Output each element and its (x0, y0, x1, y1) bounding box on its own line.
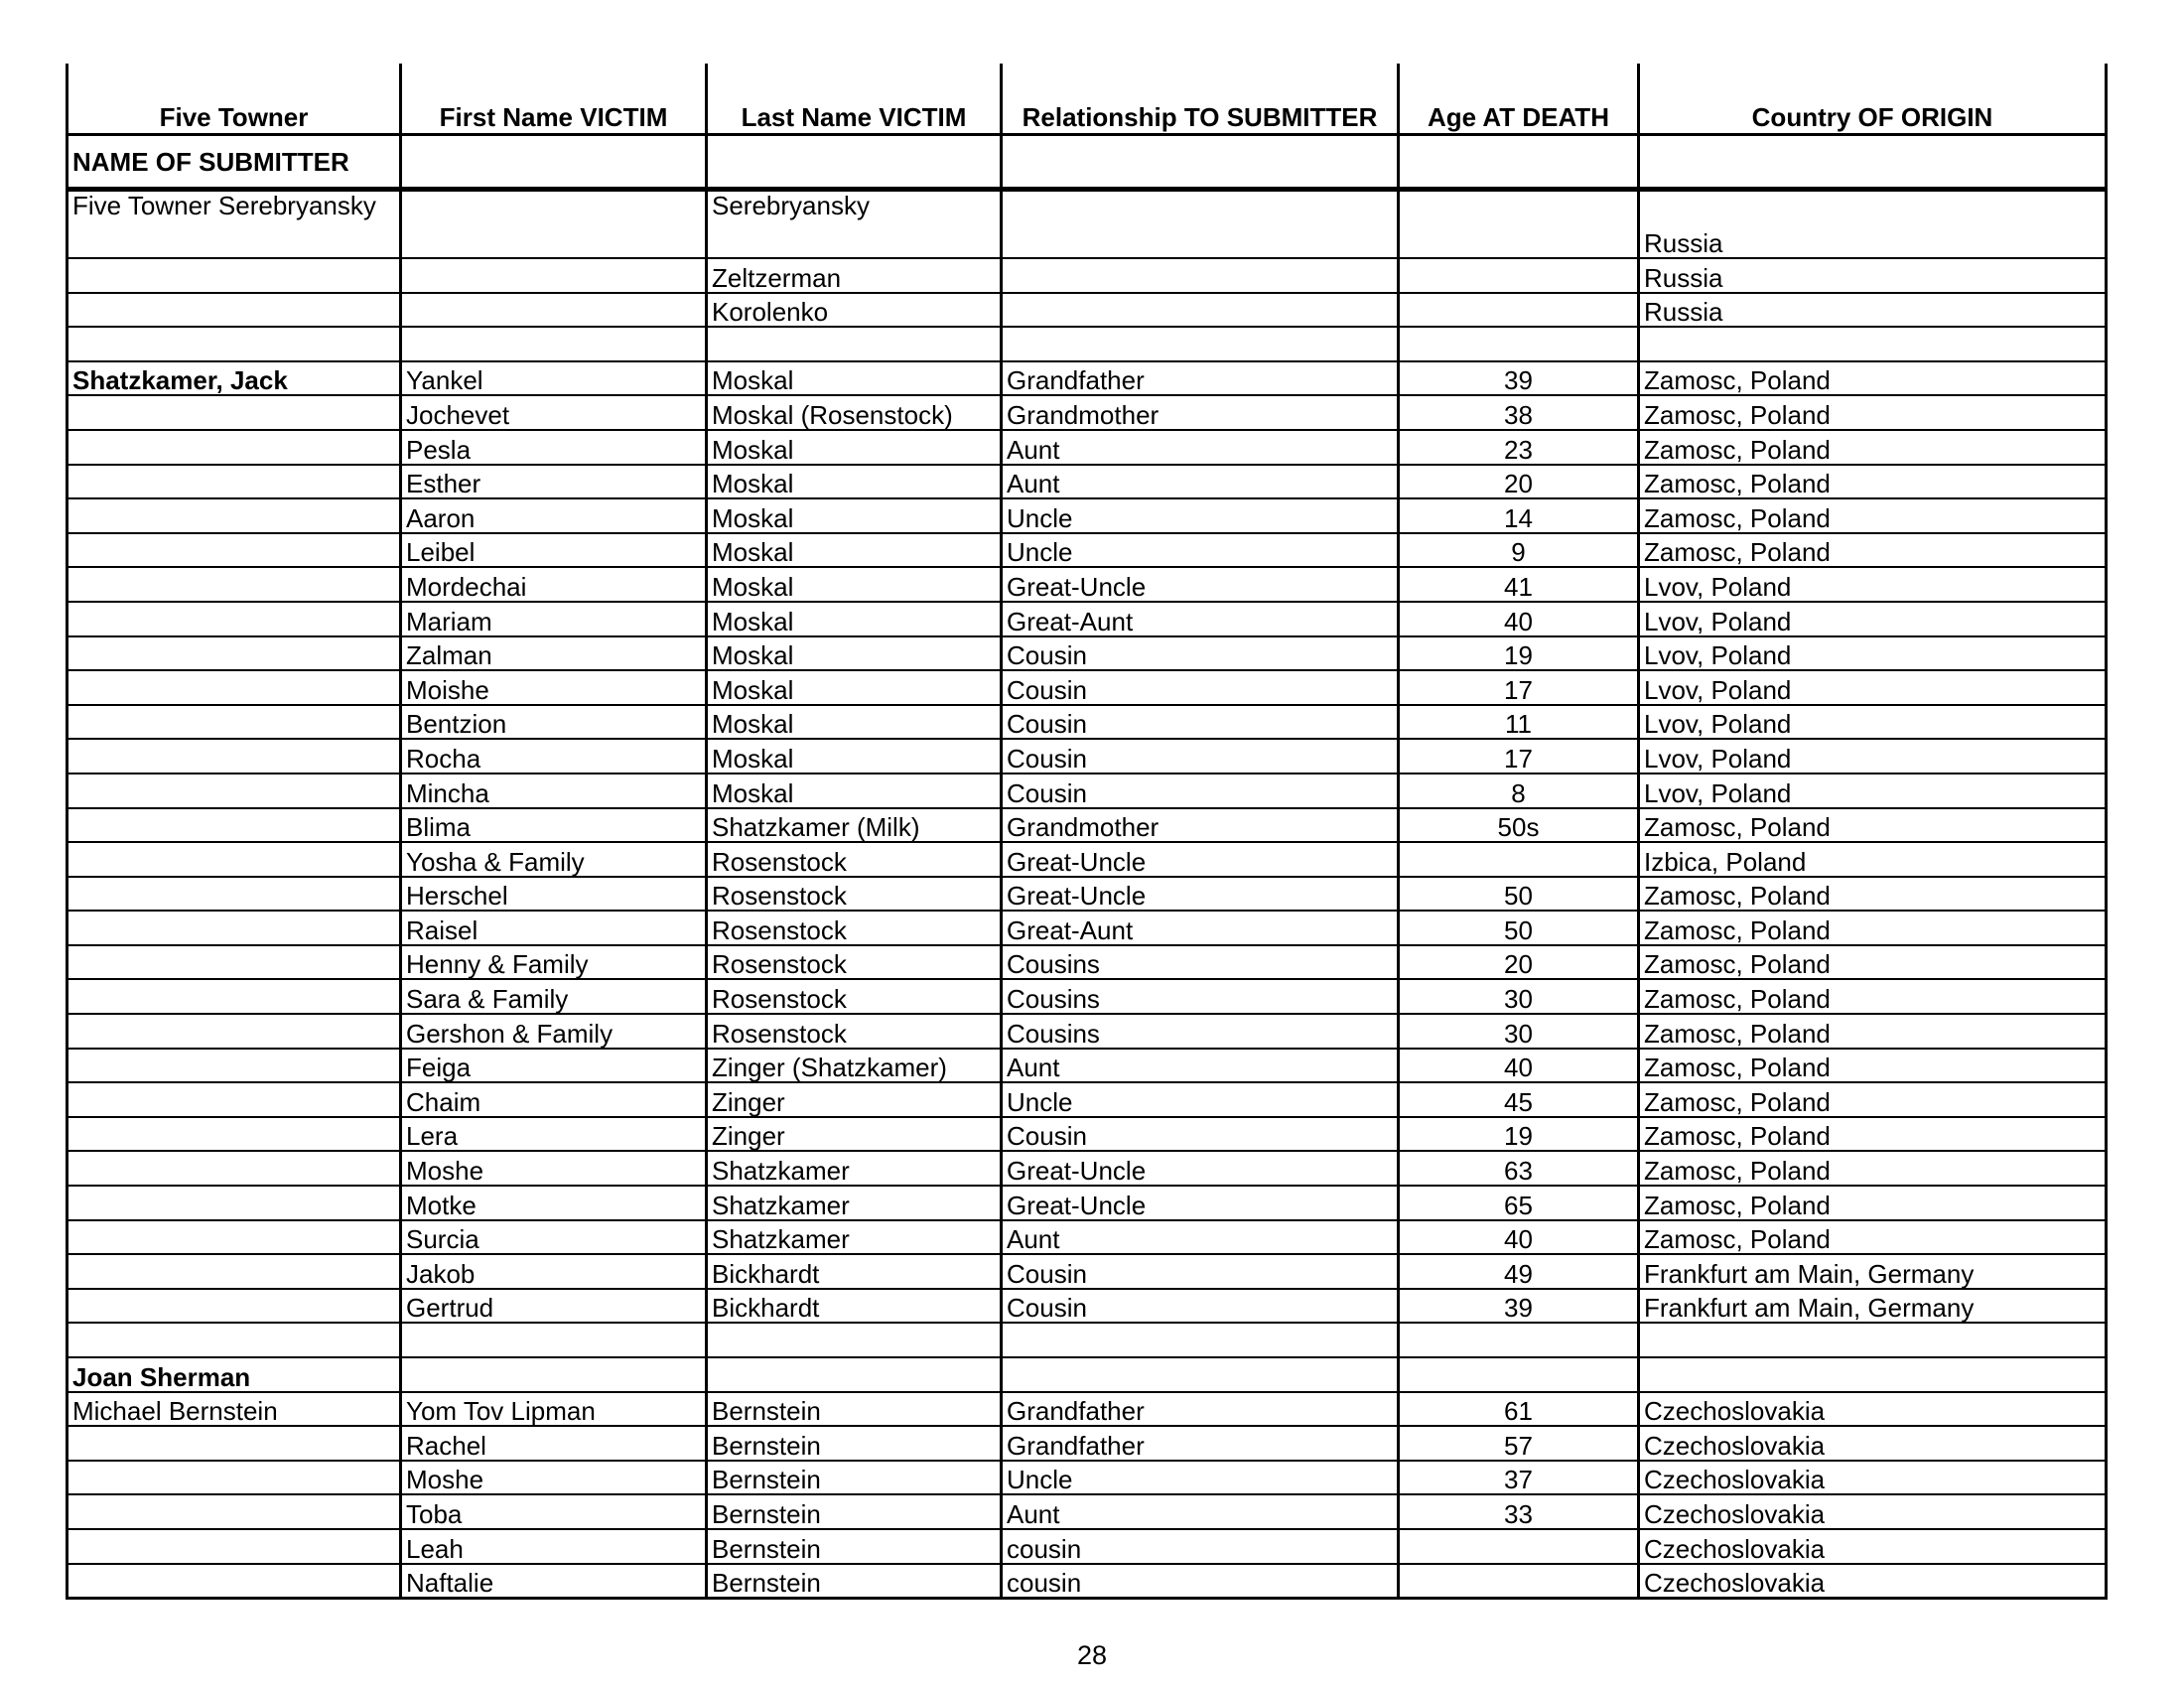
table-row (68, 430, 2107, 465)
table-row (68, 1529, 2107, 1564)
country-cell: Frankfurt am Main, Germany (1639, 1289, 2107, 1324)
table-row (68, 1357, 2107, 1392)
column-header-row (68, 64, 2107, 135)
last-name-cell (707, 1357, 1002, 1392)
relationship-cell: Uncle (1002, 1461, 1399, 1495)
table-body (68, 190, 2107, 1599)
header-five-towner: Five Towner (68, 64, 401, 135)
last-name-cell: Bickhardt (707, 1254, 1002, 1289)
table-row (68, 1426, 2107, 1461)
first-name-cell: Esther (401, 465, 707, 499)
relationship-cell: Cousin (1002, 1117, 1399, 1152)
country-cell: Zamosc, Poland (1639, 1117, 2107, 1152)
relationship-cell: Cousin (1002, 636, 1399, 671)
last-name-cell: Zinger (707, 1082, 1002, 1117)
relationship-cell: Grandfather (1002, 1392, 1399, 1427)
relationship-cell: Cousin (1002, 1254, 1399, 1289)
age-cell: 50s (1399, 808, 1639, 843)
submitter-cell (68, 911, 401, 945)
last-name-cell: Rosenstock (707, 979, 1002, 1014)
submitter-cell (68, 1564, 401, 1599)
first-name-cell: Lera (401, 1117, 707, 1152)
relationship-cell: Cousin (1002, 774, 1399, 808)
country-cell: Zamosc, Poland (1639, 979, 2107, 1014)
submitter-cell (68, 258, 401, 293)
header-relationship: Relationship TO SUBMITTER (1002, 64, 1399, 135)
first-name-cell (401, 1323, 707, 1357)
country-cell: Zamosc, Poland (1639, 808, 2107, 843)
table-row (68, 877, 2107, 912)
table-row (68, 361, 2107, 396)
relationship-cell: cousin (1002, 1564, 1399, 1599)
age-cell: 39 (1399, 1289, 1639, 1324)
age-cell (1399, 293, 1639, 328)
submitter-cell (68, 567, 401, 602)
age-cell: 41 (1399, 567, 1639, 602)
relationship-cell: Aunt (1002, 430, 1399, 465)
table-row (68, 774, 2107, 808)
age-cell (1399, 1323, 1639, 1357)
table-row (68, 327, 2107, 361)
relationship-cell (1002, 1323, 1399, 1357)
age-cell: 50 (1399, 911, 1639, 945)
country-cell: Zamosc, Poland (1639, 1151, 2107, 1186)
relationship-cell (1002, 293, 1399, 328)
relationship-cell: Grandmother (1002, 808, 1399, 843)
relationship-cell: Cousins (1002, 979, 1399, 1014)
first-name-cell: Feiga (401, 1049, 707, 1083)
last-name-cell: Moskal (707, 465, 1002, 499)
last-name-cell: Zinger (Shatzkamer) (707, 1049, 1002, 1083)
table-row (68, 808, 2107, 843)
last-name-cell: Bernstein (707, 1426, 1002, 1461)
relationship-cell: Aunt (1002, 1220, 1399, 1255)
submitter-cell (68, 395, 401, 430)
relationship-cell: Aunt (1002, 1049, 1399, 1083)
submitter-cell (68, 877, 401, 912)
relationship-cell (1002, 190, 1399, 259)
table-row (68, 533, 2107, 568)
country-cell: Czechoslovakia (1639, 1564, 2107, 1599)
subheader-empty-cell (1002, 135, 1399, 190)
age-cell: 33 (1399, 1494, 1639, 1529)
table-row (68, 1117, 2107, 1152)
last-name-cell: Zinger (707, 1117, 1002, 1152)
header-last-name: Last Name VICTIM (707, 64, 1002, 135)
first-name-cell (401, 1357, 707, 1392)
country-cell: Czechoslovakia (1639, 1529, 2107, 1564)
submitter-cell: Shatzkamer, Jack (68, 361, 401, 396)
table-row (68, 1289, 2107, 1324)
age-cell (1399, 1529, 1639, 1564)
last-name-cell: Moskal (707, 361, 1002, 396)
header-country: Country OF ORIGIN (1639, 64, 2107, 135)
first-name-cell: Leah (401, 1529, 707, 1564)
country-cell: Zamosc, Poland (1639, 1014, 2107, 1049)
first-name-cell: Rocha (401, 739, 707, 774)
relationship-cell: Great-Uncle (1002, 1186, 1399, 1220)
submitter-cell (68, 1289, 401, 1324)
relationship-cell: Cousin (1002, 670, 1399, 705)
table-row (68, 1564, 2107, 1599)
victims-table (66, 64, 2108, 1600)
table-row (68, 1082, 2107, 1117)
table-row (68, 670, 2107, 705)
table-row (68, 1392, 2107, 1427)
last-name-cell: Rosenstock (707, 877, 1002, 912)
submitter-cell (68, 430, 401, 465)
country-cell: Lvov, Poland (1639, 602, 2107, 636)
age-cell: 20 (1399, 945, 1639, 980)
table-row (68, 1186, 2107, 1220)
first-name-cell: Naftalie (401, 1564, 707, 1599)
last-name-cell: Bernstein (707, 1564, 1002, 1599)
first-name-cell: Motke (401, 1186, 707, 1220)
subheader-empty-cell (1399, 135, 1639, 190)
first-name-cell: Leibel (401, 533, 707, 568)
country-cell: Czechoslovakia (1639, 1461, 2107, 1495)
age-cell: 50 (1399, 877, 1639, 912)
first-name-cell: Moshe (401, 1461, 707, 1495)
first-name-cell: Rachel (401, 1426, 707, 1461)
first-name-cell: Mordechai (401, 567, 707, 602)
last-name-cell: Moskal (707, 774, 1002, 808)
relationship-cell: Uncle (1002, 1082, 1399, 1117)
relationship-cell: Great-Aunt (1002, 911, 1399, 945)
age-cell: 61 (1399, 1392, 1639, 1427)
relationship-cell: Uncle (1002, 498, 1399, 533)
country-cell: Russia (1639, 293, 2107, 328)
submitter-cell (68, 1186, 401, 1220)
header-first-name: First Name VICTIM (401, 64, 707, 135)
relationship-cell: Cousins (1002, 1014, 1399, 1049)
country-cell: Czechoslovakia (1639, 1392, 2107, 1427)
country-cell: Lvov, Poland (1639, 739, 2107, 774)
country-cell: Zamosc, Poland (1639, 945, 2107, 980)
submitter-cell (68, 705, 401, 740)
country-cell: Zamosc, Poland (1639, 1049, 2107, 1083)
country-cell: Zamosc, Poland (1639, 533, 2107, 568)
last-name-cell: Moskal (707, 636, 1002, 671)
relationship-cell: Uncle (1002, 533, 1399, 568)
submitter-header-row (68, 135, 2107, 190)
country-cell: Lvov, Poland (1639, 774, 2107, 808)
submitter-cell (68, 808, 401, 843)
age-cell: 17 (1399, 670, 1639, 705)
age-cell: 38 (1399, 395, 1639, 430)
country-cell: Russia (1639, 190, 2107, 259)
table-row (68, 1049, 2107, 1083)
first-name-cell: Moshe (401, 1151, 707, 1186)
age-cell: 49 (1399, 1254, 1639, 1289)
table-row (68, 1494, 2107, 1529)
table-row (68, 842, 2107, 877)
submitter-cell (68, 1426, 401, 1461)
first-name-cell (401, 190, 707, 259)
country-cell: Czechoslovakia (1639, 1494, 2107, 1529)
age-cell (1399, 327, 1639, 361)
country-cell (1639, 327, 2107, 361)
submitter-cell (68, 670, 401, 705)
last-name-cell: Bickhardt (707, 1289, 1002, 1324)
age-cell: 8 (1399, 774, 1639, 808)
submitter-cell (68, 842, 401, 877)
subheader-empty-cell (1639, 135, 2107, 190)
submitter-cell (68, 945, 401, 980)
table-row (68, 1151, 2107, 1186)
relationship-cell: Grandfather (1002, 361, 1399, 396)
age-cell: 39 (1399, 361, 1639, 396)
first-name-cell: Surcia (401, 1220, 707, 1255)
last-name-cell: Rosenstock (707, 842, 1002, 877)
last-name-cell: Shatzkamer (Milk) (707, 808, 1002, 843)
age-cell: 11 (1399, 705, 1639, 740)
table-row (68, 1014, 2107, 1049)
country-cell: Lvov, Poland (1639, 636, 2107, 671)
age-cell (1399, 258, 1639, 293)
table-row (68, 602, 2107, 636)
submitter-cell (68, 465, 401, 499)
relationship-cell: cousin (1002, 1529, 1399, 1564)
table-row (68, 1323, 2107, 1357)
table-row (68, 498, 2107, 533)
submitter-cell (68, 533, 401, 568)
submitter-cell: Five Towner Serebryansky (68, 190, 401, 259)
last-name-cell: Moskal (707, 670, 1002, 705)
last-name-cell: Moskal (707, 705, 1002, 740)
age-cell (1399, 842, 1639, 877)
last-name-cell: Rosenstock (707, 911, 1002, 945)
first-name-cell: Blima (401, 808, 707, 843)
age-cell: 30 (1399, 1014, 1639, 1049)
country-cell: Lvov, Poland (1639, 705, 2107, 740)
submitter-cell (68, 1014, 401, 1049)
submitter-cell (68, 327, 401, 361)
country-cell: Zamosc, Poland (1639, 1220, 2107, 1255)
table-row (68, 1461, 2107, 1495)
page-number: 28 (1076, 1640, 1108, 1670)
age-cell: 57 (1399, 1426, 1639, 1461)
submitter-cell (68, 1323, 401, 1357)
submitter-cell (68, 979, 401, 1014)
country-cell: Zamosc, Poland (1639, 498, 2107, 533)
last-name-cell: Serebryansky (707, 190, 1002, 259)
submitter-cell (68, 1220, 401, 1255)
submitter-cell (68, 1461, 401, 1495)
last-name-cell: Zeltzerman (707, 258, 1002, 293)
country-cell: Izbica, Poland (1639, 842, 2107, 877)
first-name-cell: Gershon & Family (401, 1014, 707, 1049)
submitter-cell (68, 774, 401, 808)
first-name-cell: Henny & Family (401, 945, 707, 980)
submitter-cell (68, 293, 401, 328)
last-name-cell: Bernstein (707, 1494, 1002, 1529)
country-cell (1639, 1357, 2107, 1392)
table-row (68, 567, 2107, 602)
header-name-of-submitter: NAME OF SUBMITTER (68, 135, 401, 190)
table-row (68, 739, 2107, 774)
submitter-cell (68, 739, 401, 774)
country-cell: Lvov, Poland (1639, 670, 2107, 705)
last-name-cell: Korolenko (707, 293, 1002, 328)
country-cell: Zamosc, Poland (1639, 1082, 2107, 1117)
age-cell: 65 (1399, 1186, 1639, 1220)
submitter-cell: Michael Bernstein (68, 1392, 401, 1427)
first-name-cell: Raisel (401, 911, 707, 945)
table-row (68, 1254, 2107, 1289)
table-row (68, 705, 2107, 740)
age-cell (1399, 1564, 1639, 1599)
first-name-cell: Toba (401, 1494, 707, 1529)
relationship-cell: Grandfather (1002, 1426, 1399, 1461)
last-name-cell (707, 1323, 1002, 1357)
submitter-cell (68, 1117, 401, 1152)
country-cell: Frankfurt am Main, Germany (1639, 1254, 2107, 1289)
relationship-cell: Great-Uncle (1002, 877, 1399, 912)
table-row (68, 293, 2107, 328)
header-age: Age AT DEATH (1399, 64, 1639, 135)
last-name-cell: Moskal (Rosenstock) (707, 395, 1002, 430)
country-cell (1639, 1323, 2107, 1357)
first-name-cell (401, 293, 707, 328)
first-name-cell: Chaim (401, 1082, 707, 1117)
table-row (68, 945, 2107, 980)
last-name-cell: Shatzkamer (707, 1220, 1002, 1255)
submitter-cell (68, 602, 401, 636)
age-cell (1399, 1357, 1639, 1392)
age-cell: 30 (1399, 979, 1639, 1014)
country-cell: Zamosc, Poland (1639, 361, 2107, 396)
relationship-cell: Aunt (1002, 465, 1399, 499)
submitter-cell (68, 1151, 401, 1186)
last-name-cell (707, 327, 1002, 361)
last-name-cell: Moskal (707, 739, 1002, 774)
country-cell: Zamosc, Poland (1639, 911, 2107, 945)
last-name-cell: Shatzkamer (707, 1186, 1002, 1220)
first-name-cell: Yankel (401, 361, 707, 396)
country-cell: Zamosc, Poland (1639, 465, 2107, 499)
submitter-cell (68, 636, 401, 671)
relationship-cell (1002, 1357, 1399, 1392)
table-row (68, 911, 2107, 945)
country-cell: Zamosc, Poland (1639, 395, 2107, 430)
first-name-cell: Aaron (401, 498, 707, 533)
age-cell: 37 (1399, 1461, 1639, 1495)
last-name-cell: Moskal (707, 430, 1002, 465)
relationship-cell: Great-Uncle (1002, 842, 1399, 877)
table-row (68, 636, 2107, 671)
submitter-cell (68, 1494, 401, 1529)
last-name-cell: Rosenstock (707, 945, 1002, 980)
table-row (68, 979, 2107, 1014)
last-name-cell: Bernstein (707, 1392, 1002, 1427)
submitter-cell: Joan Sherman (68, 1357, 401, 1392)
subheader-empty-cell (707, 135, 1002, 190)
first-name-cell: Bentzion (401, 705, 707, 740)
first-name-cell: Jakob (401, 1254, 707, 1289)
table-row (68, 395, 2107, 430)
last-name-cell: Rosenstock (707, 1014, 1002, 1049)
age-cell: 63 (1399, 1151, 1639, 1186)
first-name-cell: Yom Tov Lipman (401, 1392, 707, 1427)
table-row (68, 258, 2107, 293)
table-row (68, 465, 2107, 499)
subheader-empty-cell (401, 135, 707, 190)
last-name-cell: Moskal (707, 498, 1002, 533)
age-cell: 40 (1399, 1220, 1639, 1255)
last-name-cell: Bernstein (707, 1461, 1002, 1495)
table-row (68, 190, 2107, 259)
first-name-cell: Herschel (401, 877, 707, 912)
submitter-cell (68, 1049, 401, 1083)
first-name-cell: Zalman (401, 636, 707, 671)
first-name-cell: Sara & Family (401, 979, 707, 1014)
submitter-cell (68, 1254, 401, 1289)
first-name-cell: Mariam (401, 602, 707, 636)
first-name-cell: Moishe (401, 670, 707, 705)
last-name-cell: Shatzkamer (707, 1151, 1002, 1186)
age-cell: 14 (1399, 498, 1639, 533)
age-cell: 40 (1399, 602, 1639, 636)
country-cell: Russia (1639, 258, 2107, 293)
age-cell: 19 (1399, 1117, 1639, 1152)
relationship-cell: Great-Aunt (1002, 602, 1399, 636)
first-name-cell: Mincha (401, 774, 707, 808)
first-name-cell: Gertrud (401, 1289, 707, 1324)
first-name-cell: Pesla (401, 430, 707, 465)
relationship-cell: Cousin (1002, 705, 1399, 740)
country-cell: Lvov, Poland (1639, 567, 2107, 602)
country-cell: Zamosc, Poland (1639, 430, 2107, 465)
relationship-cell: Cousin (1002, 739, 1399, 774)
relationship-cell: Aunt (1002, 1494, 1399, 1529)
age-cell: 20 (1399, 465, 1639, 499)
submitter-cell (68, 1082, 401, 1117)
submitter-cell (68, 498, 401, 533)
relationship-cell: Grandmother (1002, 395, 1399, 430)
last-name-cell: Moskal (707, 602, 1002, 636)
relationship-cell (1002, 327, 1399, 361)
relationship-cell: Great-Uncle (1002, 1151, 1399, 1186)
last-name-cell: Moskal (707, 533, 1002, 568)
first-name-cell: Jochevet (401, 395, 707, 430)
age-cell: 23 (1399, 430, 1639, 465)
relationship-cell: Great-Uncle (1002, 567, 1399, 602)
first-name-cell (401, 258, 707, 293)
last-name-cell: Bernstein (707, 1529, 1002, 1564)
age-cell: 19 (1399, 636, 1639, 671)
relationship-cell (1002, 258, 1399, 293)
age-cell: 45 (1399, 1082, 1639, 1117)
age-cell: 9 (1399, 533, 1639, 568)
relationship-cell: Cousin (1002, 1289, 1399, 1324)
country-cell: Zamosc, Poland (1639, 877, 2107, 912)
country-cell: Zamosc, Poland (1639, 1186, 2107, 1220)
relationship-cell: Cousins (1002, 945, 1399, 980)
age-cell: 17 (1399, 739, 1639, 774)
table-row (68, 1220, 2107, 1255)
age-cell (1399, 190, 1639, 259)
country-cell: Czechoslovakia (1639, 1426, 2107, 1461)
submitter-cell (68, 1529, 401, 1564)
age-cell: 40 (1399, 1049, 1639, 1083)
first-name-cell: Yosha & Family (401, 842, 707, 877)
last-name-cell: Moskal (707, 567, 1002, 602)
first-name-cell (401, 327, 707, 361)
